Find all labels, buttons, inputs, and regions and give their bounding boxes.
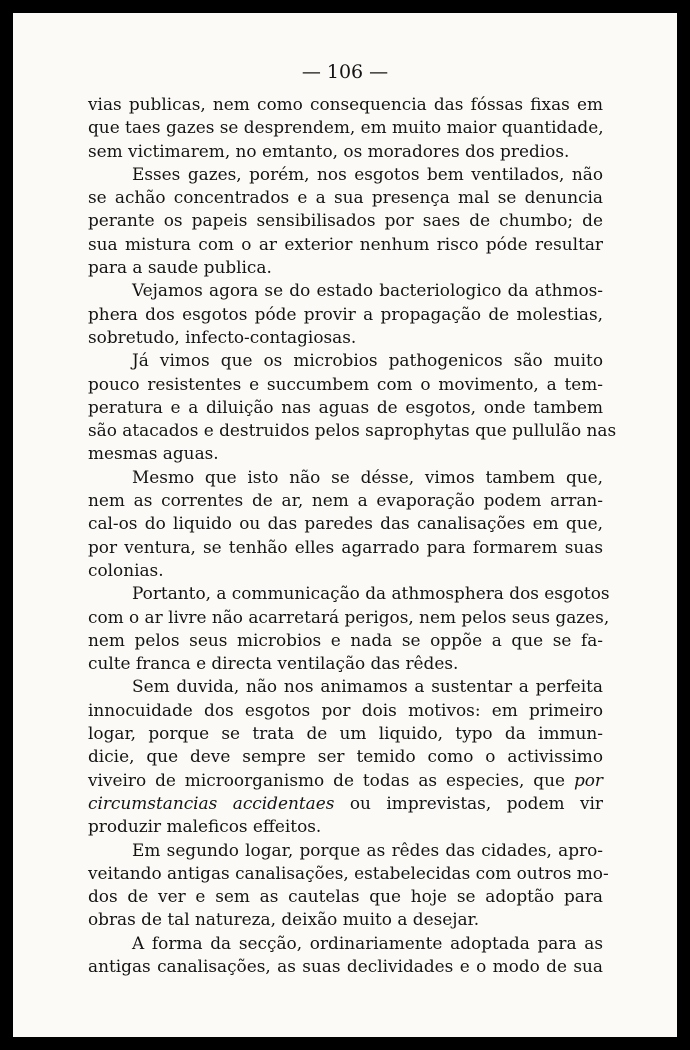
text-line (88, 839, 603, 862)
line-text: produzir maleficos effeitos. (88, 816, 322, 837)
text-line (88, 209, 603, 232)
line-text: vias publicas, nem como consequencia das fóssas fixas em (88, 94, 603, 114)
text-line (88, 722, 603, 745)
line-text: são atacados e destruidos pelos saprophytas que pullulão nas (88, 420, 617, 441)
text-line (88, 885, 603, 908)
text-line (88, 699, 603, 722)
text-line (88, 233, 603, 256)
text-line (88, 303, 603, 326)
text-line (88, 163, 603, 186)
line-text: pouco resistentes e succumbem com o movimento, a tem- (88, 373, 603, 394)
line-text: Vejamos agora se do estado bacteriologico da athmos- (132, 280, 603, 301)
text-line (88, 93, 603, 116)
line-text: nem pelos seus microbios e nada se oppõe a que se fa- (88, 629, 603, 650)
line-text: Mesmo que isto não se désse, vimos tambem que, (132, 466, 603, 487)
text-line (88, 256, 603, 279)
line-text: nem as correntes de ar, nem a evaporação podem arran- (88, 490, 603, 511)
line-text: Esses gazes, porém, nos esgotos bem ventilados, não (132, 163, 603, 184)
text-line (88, 629, 603, 652)
text-line (88, 396, 603, 419)
text-line (88, 908, 603, 931)
italic-phrase: por (573, 769, 603, 790)
line-text: colonias. (88, 559, 164, 580)
line-text: culte franca e directa ventilação das rêdes. (88, 653, 459, 674)
text-line (88, 140, 603, 163)
line-text: A forma da secção, ordinariamente adoptada para as (132, 932, 603, 953)
line-text: mesmas aguas. (88, 443, 219, 464)
text-line (88, 606, 610, 629)
text-line (88, 559, 603, 582)
line-text: peratura e a diluição nas aguas de esgotos, onde tambem (88, 396, 603, 417)
text-line (88, 116, 603, 139)
line-text: obras de tal natureza, deixão muito a desejar. (88, 909, 480, 930)
text-line (88, 769, 603, 792)
document-page (13, 13, 677, 1037)
text-line (88, 675, 603, 698)
line-text: phera dos esgotos póde provir a propagação de molestias, (88, 303, 603, 324)
line-text: cal-os do liquido ou das paredes das canalisações em que, (88, 513, 603, 534)
line-text: antigas canalisações, as suas declividades e o modo de sua (88, 955, 603, 976)
line-text: Em segundo logar, porque as rêdes das cidades, apro- (132, 839, 603, 860)
text-line (88, 932, 603, 955)
line-text: por ventura, se tenhão elles agarrado para formarem suas (88, 536, 603, 557)
text-line (88, 466, 603, 489)
text-line (88, 373, 603, 396)
text-line (88, 815, 603, 838)
line-text: innocuidade dos esgotos por dois motivos: em primeiro (88, 699, 603, 720)
page-number: — 106 — (301, 61, 389, 83)
text-line (88, 652, 603, 675)
line-text: veitando antigas canalisações, estabelecidas com outros mo- (88, 862, 609, 883)
text-line (88, 582, 610, 605)
line-text: sua mistura com o ar exterior nenhum risco póde resultar (88, 233, 603, 254)
text-line (88, 326, 603, 349)
text-line (88, 442, 603, 465)
body-text (88, 93, 617, 978)
text-line (88, 792, 603, 815)
line-text: ou imprevistas, podem vir (334, 792, 604, 813)
line-text: Portanto, a communicação da athmosphera dos esgotos (132, 583, 610, 604)
line-text: Sem duvida, não nos animamos a sustentar a perfeita (132, 676, 603, 697)
text-line (88, 862, 609, 885)
text-line (88, 955, 603, 978)
line-text: sobretudo, infecto-contagiosas. (88, 326, 357, 347)
line-text: dos de ver e sem as cautelas que hoje se adoptão para (88, 886, 603, 907)
text-line (88, 349, 603, 372)
line-text: que taes gazes se desprendem, em muito maior quantidade, (88, 117, 604, 138)
line-text: viveiro de microorganismo de todas as especies, que (88, 769, 574, 790)
line-text: se achão concentrados e a sua presença mal se denuncia (88, 187, 603, 208)
text-line (88, 489, 603, 512)
line-text: perante os papeis sensibilisados por saes de chumbo; de (88, 210, 603, 231)
line-text: para a saude publica. (88, 257, 272, 278)
line-text: sem victimarem, no emtanto, os moradores dos predios. (88, 140, 570, 161)
text-line (88, 419, 617, 442)
line-text: com o ar livre não acarretará perigos, nem pelos seus gazes, (88, 606, 610, 627)
line-text: logar, porque se trata de um liquido, typo da immun- (88, 723, 603, 744)
text-line (88, 745, 603, 768)
line-text: Já vimos que os microbios pathogenicos são muito (132, 350, 603, 371)
text-line (88, 512, 603, 535)
text-line (88, 279, 603, 302)
line-text: dicie, que deve sempre ser temido como o activissimo (88, 746, 603, 767)
text-line (88, 186, 603, 209)
italic-phrase: circumstancias accidentaes (88, 792, 335, 813)
text-line (88, 536, 603, 559)
